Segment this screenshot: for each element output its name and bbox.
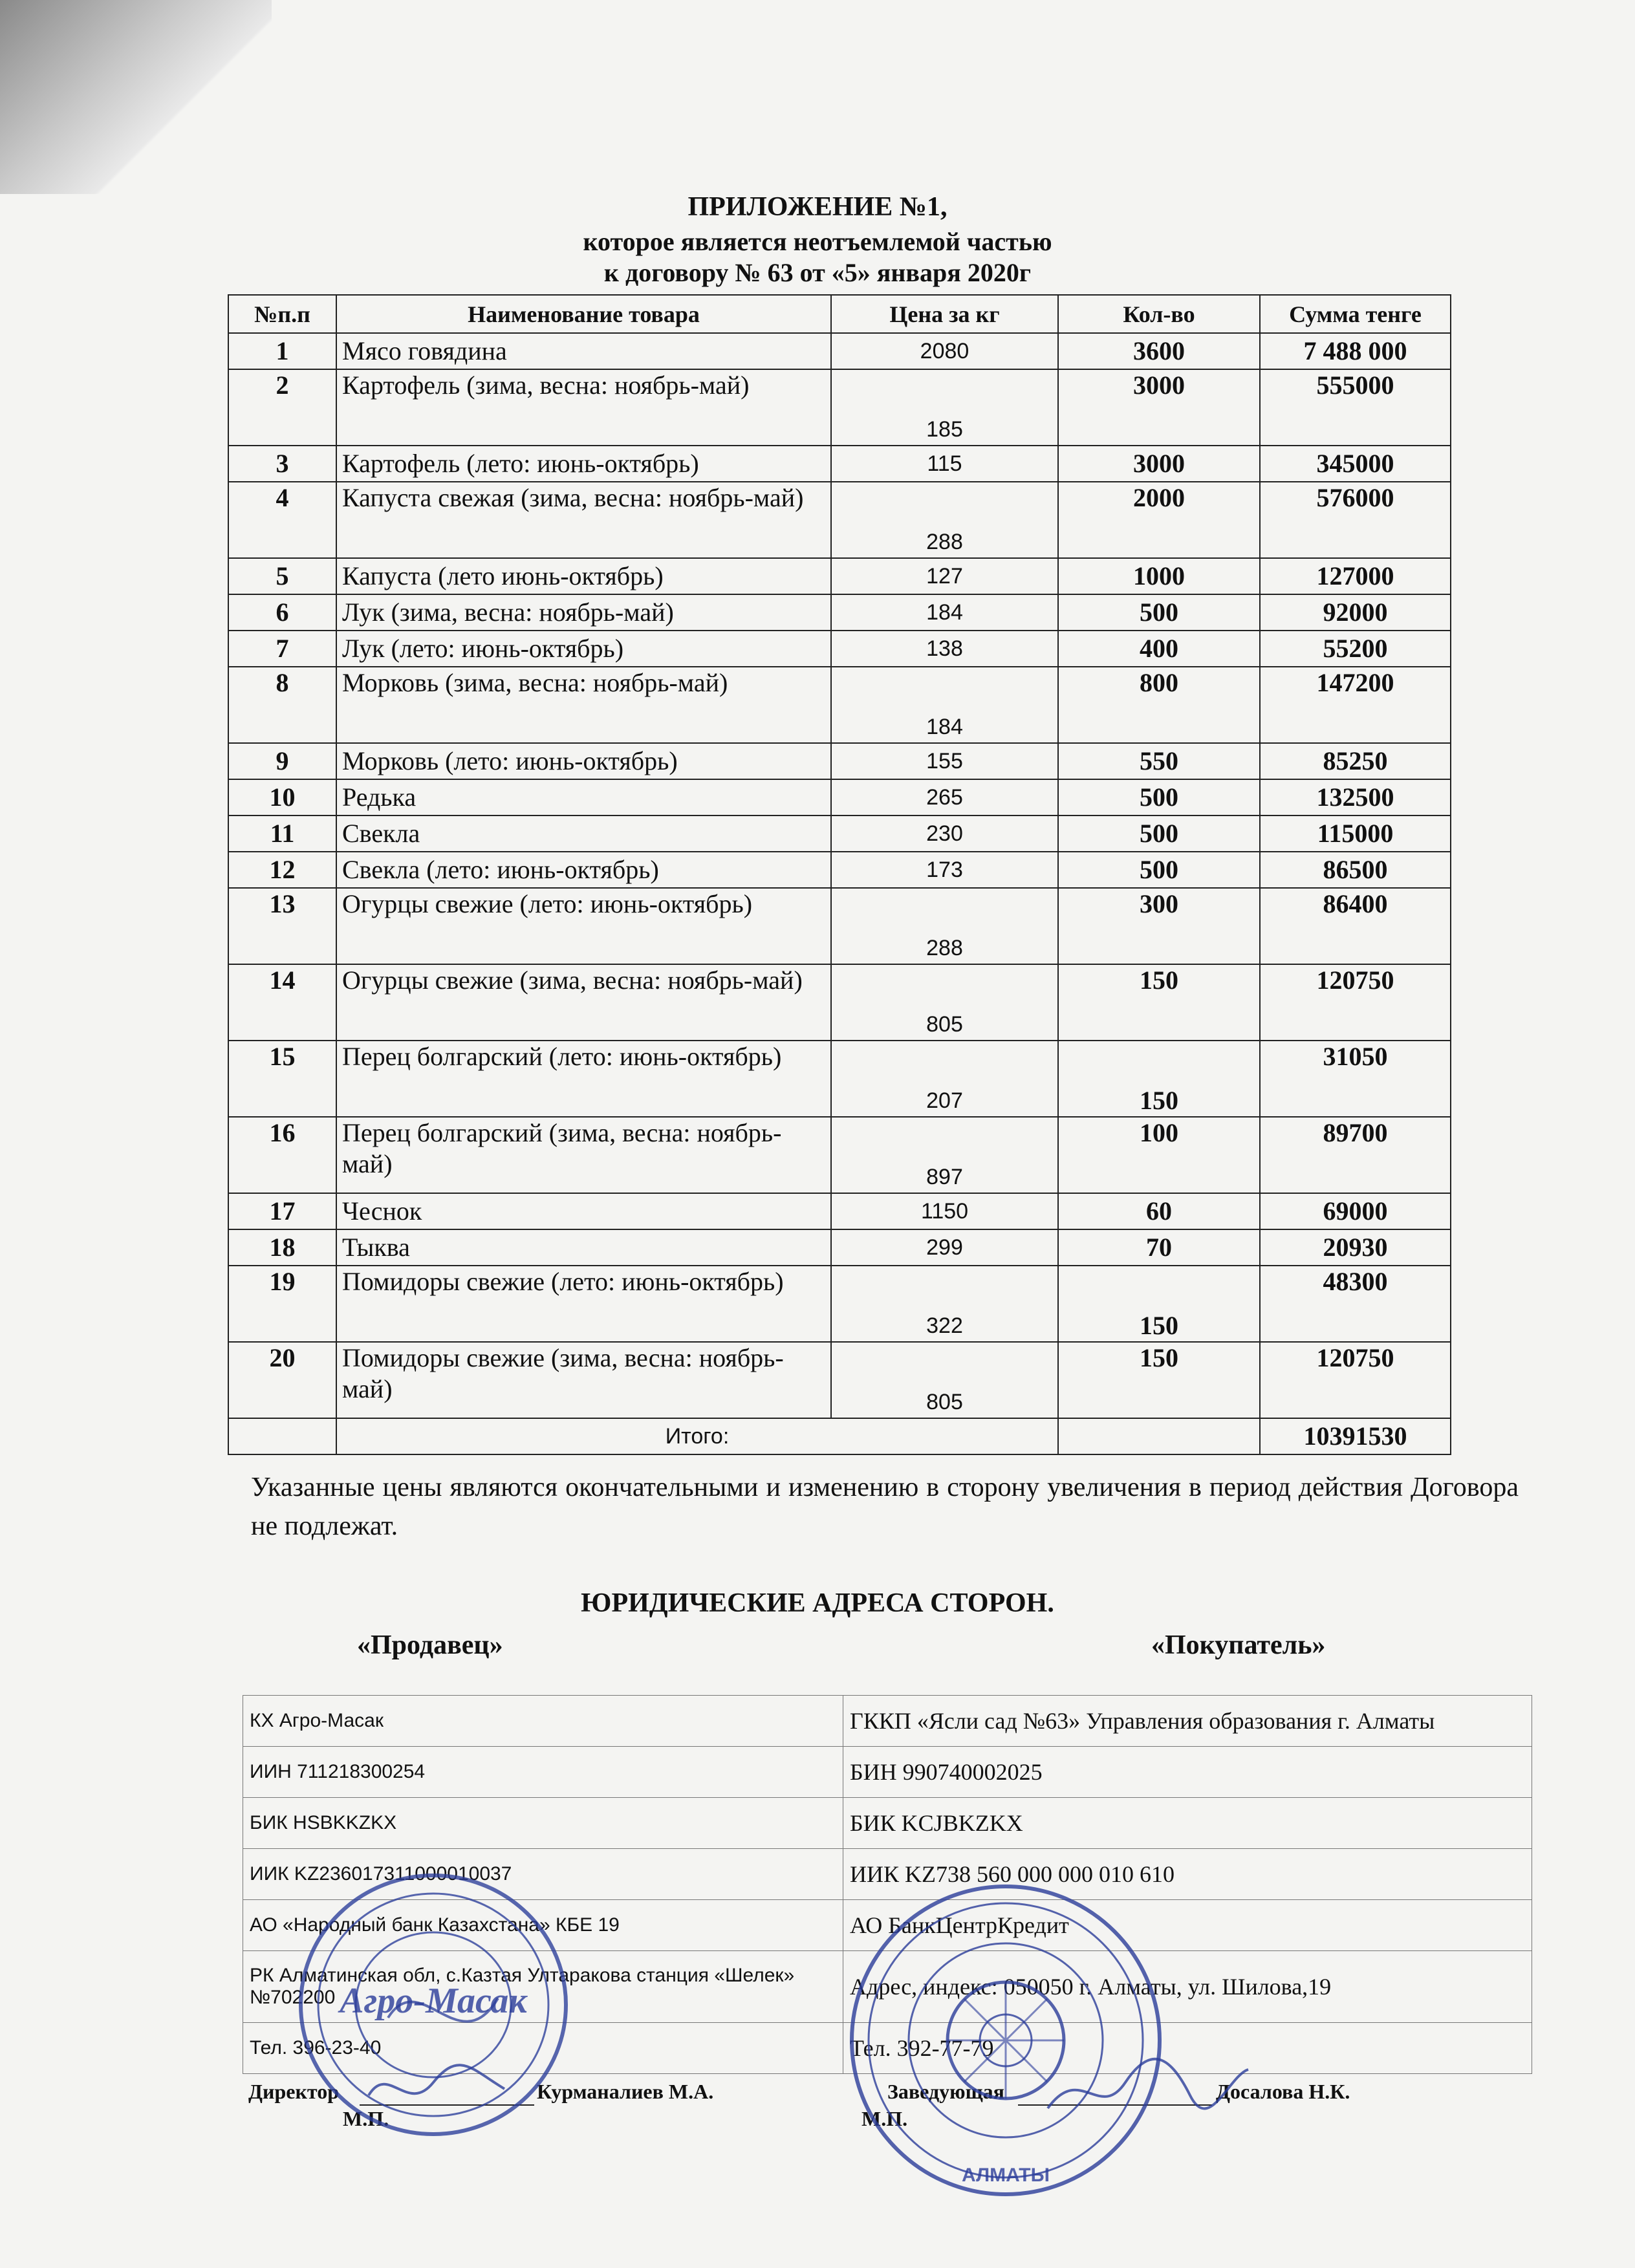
product-name: Капуста (лето июнь-октябрь): [336, 558, 831, 594]
table-row: [228, 1342, 1451, 1418]
buyer-detail: Адрес, индекс: 050050 г. Алматы, ул. Шилова,19: [843, 1951, 1532, 2023]
seller-detail: Тел. 396-23-40: [243, 2023, 843, 2074]
price-per-kg: 2080: [831, 333, 1058, 369]
row-number: 16: [228, 1117, 336, 1193]
table-row: [228, 815, 1451, 852]
total-value: 10391530: [1260, 1418, 1451, 1454]
table-row: [228, 1229, 1451, 1266]
sum-tenge: 115000: [1260, 815, 1451, 852]
col-header-name: Наименование товара: [336, 295, 831, 333]
goods-table: [228, 294, 1451, 1455]
row-number: 19: [228, 1266, 336, 1342]
sum-tenge: 55200: [1260, 631, 1451, 667]
quantity: 150: [1058, 1266, 1260, 1342]
row-number: 10: [228, 779, 336, 815]
price-per-kg: 184: [831, 594, 1058, 631]
product-name: Помидоры свежие (зима, весна: ноябрь-май): [336, 1342, 831, 1418]
product-name: Лук (лето: июнь-октябрь): [336, 631, 831, 667]
price-per-kg: 138: [831, 631, 1058, 667]
table-row: [228, 482, 1451, 558]
row-number: 8: [228, 667, 336, 743]
col-header-number: №п.п: [228, 295, 336, 333]
sum-tenge: 31050: [1260, 1041, 1451, 1117]
sum-tenge: 92000: [1260, 594, 1451, 631]
buyer-name: Досалова Н.К.: [1216, 2080, 1350, 2103]
address-row: [243, 1798, 1532, 1849]
seller-signature: [362, 2057, 511, 2121]
quantity: 2000: [1058, 482, 1260, 558]
quantity: 150: [1058, 964, 1260, 1041]
quantity: 500: [1058, 594, 1260, 631]
addresses-title: ЮРИДИЧЕСКИЕ АДРЕСА СТОРОН.: [581, 1588, 1054, 1618]
table-row: [228, 779, 1451, 815]
row-number: 7: [228, 631, 336, 667]
price-per-kg: 288: [831, 482, 1058, 558]
price-per-kg: 185: [831, 369, 1058, 446]
price-per-kg: 322: [831, 1266, 1058, 1342]
row-number: 3: [228, 446, 336, 482]
product-name: Картофель (лето: июнь-октябрь): [336, 446, 831, 482]
quantity: 400: [1058, 631, 1260, 667]
product-name: Морковь (лето: июнь-октябрь): [336, 743, 831, 779]
table-row: [228, 667, 1451, 743]
folded-corner: [0, 0, 272, 194]
price-per-kg: 184: [831, 667, 1058, 743]
sum-tenge: 69000: [1260, 1193, 1451, 1229]
product-name: Огурцы свежие (зима, весна: ноябрь-май): [336, 964, 831, 1041]
price-per-kg: 127: [831, 558, 1058, 594]
row-number: 18: [228, 1229, 336, 1266]
total-row: [228, 1418, 1451, 1454]
sum-tenge: 89700: [1260, 1117, 1451, 1193]
product-name: Морковь (зима, весна: ноябрь-май): [336, 667, 831, 743]
row-number: 4: [228, 482, 336, 558]
seller-title: Директор: [248, 2080, 339, 2103]
appendix-title: ПРИЛОЖЕНИЕ №1,: [688, 192, 947, 222]
price-per-kg: 155: [831, 743, 1058, 779]
quantity: 3000: [1058, 446, 1260, 482]
sum-tenge: 120750: [1260, 964, 1451, 1041]
seller-detail: ИИК KZ236017311000010037: [243, 1849, 843, 1900]
row-number: 14: [228, 964, 336, 1041]
quantity: 70: [1058, 1229, 1260, 1266]
table-row: [228, 1117, 1451, 1193]
product-name: Чеснок: [336, 1193, 831, 1229]
price-per-kg: 805: [831, 964, 1058, 1041]
price-per-kg: 805: [831, 1342, 1058, 1418]
table-row: [228, 1041, 1451, 1117]
quantity: 60: [1058, 1193, 1260, 1229]
row-number: 9: [228, 743, 336, 779]
buyer-title: Заведующая: [887, 2080, 1004, 2103]
address-row: [243, 1747, 1532, 1798]
product-name: Свекла (лето: июнь-октябрь): [336, 852, 831, 888]
product-name: Помидоры свежие (лето: июнь-октябрь): [336, 1266, 831, 1342]
table-row: [228, 594, 1451, 631]
price-per-kg: 115: [831, 446, 1058, 482]
sum-tenge: 132500: [1260, 779, 1451, 815]
price-per-kg: 207: [831, 1041, 1058, 1117]
total-empty-cell: [228, 1418, 336, 1454]
price-per-kg: 230: [831, 815, 1058, 852]
contract-reference: к договору № 63 от «5» января 2020г: [603, 258, 1032, 287]
quantity: 800: [1058, 667, 1260, 743]
table-row: [228, 333, 1451, 369]
buyer-label: «Покупатель»: [1151, 1630, 1326, 1660]
col-header-qty: Кол-во: [1058, 295, 1260, 333]
buyer-detail: ИИК KZ738 560 000 000 010 610: [843, 1849, 1532, 1900]
table-row: [228, 1193, 1451, 1229]
quantity: 3600: [1058, 333, 1260, 369]
sum-tenge: 120750: [1260, 1342, 1451, 1418]
product-name: Мясо говядина: [336, 333, 831, 369]
quantity: 150: [1058, 1342, 1260, 1418]
sum-tenge: 7 488 000: [1260, 333, 1451, 369]
seller-detail: БИК HSBKKZKX: [243, 1798, 843, 1849]
price-note: Указанные цены являются окончательными и изменению в сторону увеличения в период действия Договора не подлежат.: [251, 1473, 1519, 1541]
table-row: [228, 558, 1451, 594]
sum-tenge: 86500: [1260, 852, 1451, 888]
quantity: 300: [1058, 888, 1260, 964]
buyer-detail: ГККП «Ясли сад №63» Управления образования г. Алматы: [843, 1696, 1532, 1747]
buyer-detail: АО БанкЦентрКредит: [843, 1900, 1532, 1951]
quantity: 100: [1058, 1117, 1260, 1193]
product-name: Свекла: [336, 815, 831, 852]
seller-name: Курманалиев М.А.: [537, 2080, 714, 2103]
row-number: 6: [228, 594, 336, 631]
buyer-stamp: [844, 1879, 1167, 2202]
price-per-kg: 1150: [831, 1193, 1058, 1229]
product-name: Редька: [336, 779, 831, 815]
sum-tenge: 86400: [1260, 888, 1451, 964]
table-row: [228, 852, 1451, 888]
goods-table-header: [228, 295, 1451, 333]
row-number: 15: [228, 1041, 336, 1117]
product-name: Тыква: [336, 1229, 831, 1266]
sum-tenge: 147200: [1260, 667, 1451, 743]
sum-tenge: 20930: [1260, 1229, 1451, 1266]
buyer-stamp-place: М.П.: [861, 2107, 908, 2130]
product-name: Перец болгарский (лето: июнь-октябрь): [336, 1041, 831, 1117]
table-row: [228, 743, 1451, 779]
goods-table-body: [228, 333, 1451, 1454]
quantity: 1000: [1058, 558, 1260, 594]
table-row: [228, 888, 1451, 964]
col-header-price: Цена за кг: [831, 295, 1058, 333]
quantity: 500: [1058, 852, 1260, 888]
sum-tenge: 85250: [1260, 743, 1451, 779]
sum-tenge: 127000: [1260, 558, 1451, 594]
address-row: [243, 1696, 1532, 1747]
row-number: 13: [228, 888, 336, 964]
buyer-stamp-text: АЛМАТЫ: [962, 2165, 1050, 2186]
seller-label: «Продавец»: [357, 1630, 503, 1660]
quantity: 500: [1058, 779, 1260, 815]
price-per-kg: 897: [831, 1117, 1058, 1193]
product-name: Перец болгарский (зима, весна: ноябрь-май): [336, 1117, 831, 1193]
sum-tenge: 555000: [1260, 369, 1451, 446]
table-row: [228, 964, 1451, 1041]
row-number: 1: [228, 333, 336, 369]
quantity: 3000: [1058, 369, 1260, 446]
quantity: 500: [1058, 815, 1260, 852]
product-name: Огурцы свежие (лето: июнь-октябрь): [336, 888, 831, 964]
row-number: 11: [228, 815, 336, 852]
sum-tenge: 345000: [1260, 446, 1451, 482]
product-name: Лук (зима, весна: ноябрь-май): [336, 594, 831, 631]
quantity: 150: [1058, 1041, 1260, 1117]
price-per-kg: 173: [831, 852, 1058, 888]
total-label: Итого:: [336, 1418, 1058, 1454]
buyer-detail: Тел. 392-77-79: [843, 2023, 1532, 2074]
table-row: [228, 631, 1451, 667]
product-name: Капуста свежая (зима, весна: ноябрь-май): [336, 482, 831, 558]
appendix-subtitle: которое является неотъемлемой частью: [583, 227, 1052, 256]
seller-detail: ИИН 711218300254: [243, 1747, 843, 1798]
seller-detail: КХ Агро-Масак: [243, 1696, 843, 1747]
row-number: 12: [228, 852, 336, 888]
price-per-kg: 299: [831, 1229, 1058, 1266]
price-per-kg: 265: [831, 779, 1058, 815]
row-number: 2: [228, 369, 336, 446]
buyer-signature: [1041, 2050, 1255, 2128]
product-name: Картофель (зима, весна: ноябрь-май): [336, 369, 831, 446]
buyer-detail: БИН 990740002025: [843, 1747, 1532, 1798]
row-number: 5: [228, 558, 336, 594]
sum-tenge: 576000: [1260, 482, 1451, 558]
buyer-detail: БИК KCJBKZKX: [843, 1798, 1532, 1849]
price-per-kg: 288: [831, 888, 1058, 964]
col-header-sum: Сумма тенге: [1260, 295, 1451, 333]
table-row: [228, 1266, 1451, 1342]
seller-detail: РК Алматинская обл, с.Казтая Ултаракова станция «Шелек» №702200: [243, 1951, 843, 2023]
quantity: 550: [1058, 743, 1260, 779]
row-number: 20: [228, 1342, 336, 1418]
seller-stamp-place: М.П.: [343, 2107, 389, 2130]
table-row: [228, 446, 1451, 482]
row-number: 17: [228, 1193, 336, 1229]
total-empty-cell: [1058, 1418, 1260, 1454]
seller-stamp-text: Агро-Масак: [340, 1981, 527, 2021]
sum-tenge: 48300: [1260, 1266, 1451, 1342]
seller-detail: АО «Народный банк Казахстана» КБЕ 19: [243, 1900, 843, 1951]
table-row: [228, 369, 1451, 446]
